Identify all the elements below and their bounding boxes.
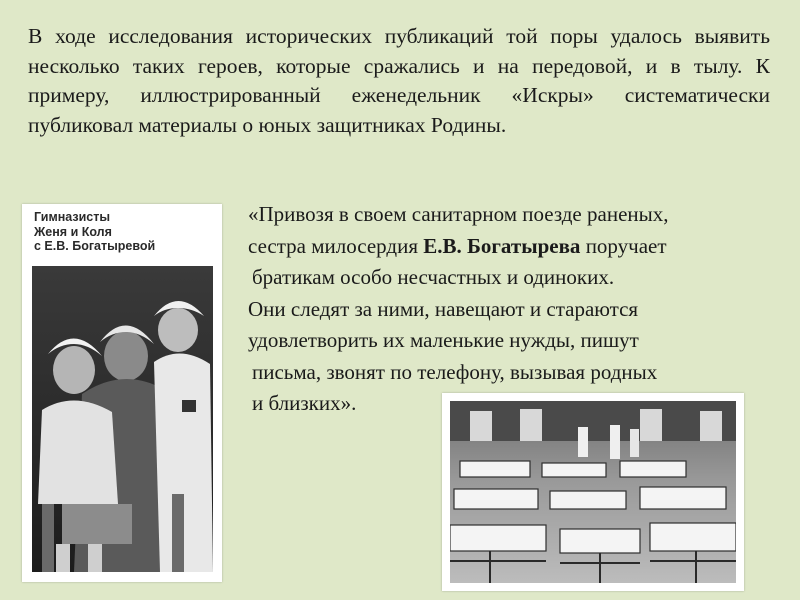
photo-image bbox=[22, 204, 222, 582]
intro-paragraph: В ходе исследования исторических публикаций той поры удалось выявить несколько таких героев, которые сражались и на передовой, и в тылу. К примеру, иллюстрированный еженедельник «Искры» систематически публиковал материалы о юных защитниках Родины. bbox=[28, 24, 770, 137]
caption-line-2: Женя и Коля bbox=[34, 224, 112, 239]
ward-image bbox=[450, 401, 736, 583]
quote-line-2-end: поручает bbox=[580, 233, 667, 258]
caption-line-3: с Е.В. Богатыревой bbox=[34, 239, 156, 253]
quote-line-1: «Привозя в своем санитарном поезде раненых, bbox=[248, 202, 669, 226]
caption-line-1: Гимназисты bbox=[34, 210, 111, 224]
nurse-name: Е.В. Богатырева bbox=[423, 233, 581, 258]
quote-line-5: удовлетворить их маленькие нужды, пишут bbox=[248, 328, 639, 352]
historical-photo-hospital-ward bbox=[442, 393, 744, 591]
historical-photo-gymnasium-students bbox=[22, 204, 222, 582]
photo-caption bbox=[34, 210, 214, 254]
quote-line-6: письма, звонят по телефону, вызывая родных bbox=[252, 359, 658, 384]
quote-line-4: Они следят за ними, навещают и стараются bbox=[248, 296, 639, 321]
quote-line-2-start: сестра милосердия bbox=[248, 233, 424, 258]
quote-block bbox=[248, 199, 788, 420]
quote-line-3: братикам особо несчастных и одиноких. bbox=[252, 265, 615, 289]
quote-line-2 bbox=[248, 231, 788, 263]
quote-line-7: и близких». bbox=[252, 391, 357, 415]
